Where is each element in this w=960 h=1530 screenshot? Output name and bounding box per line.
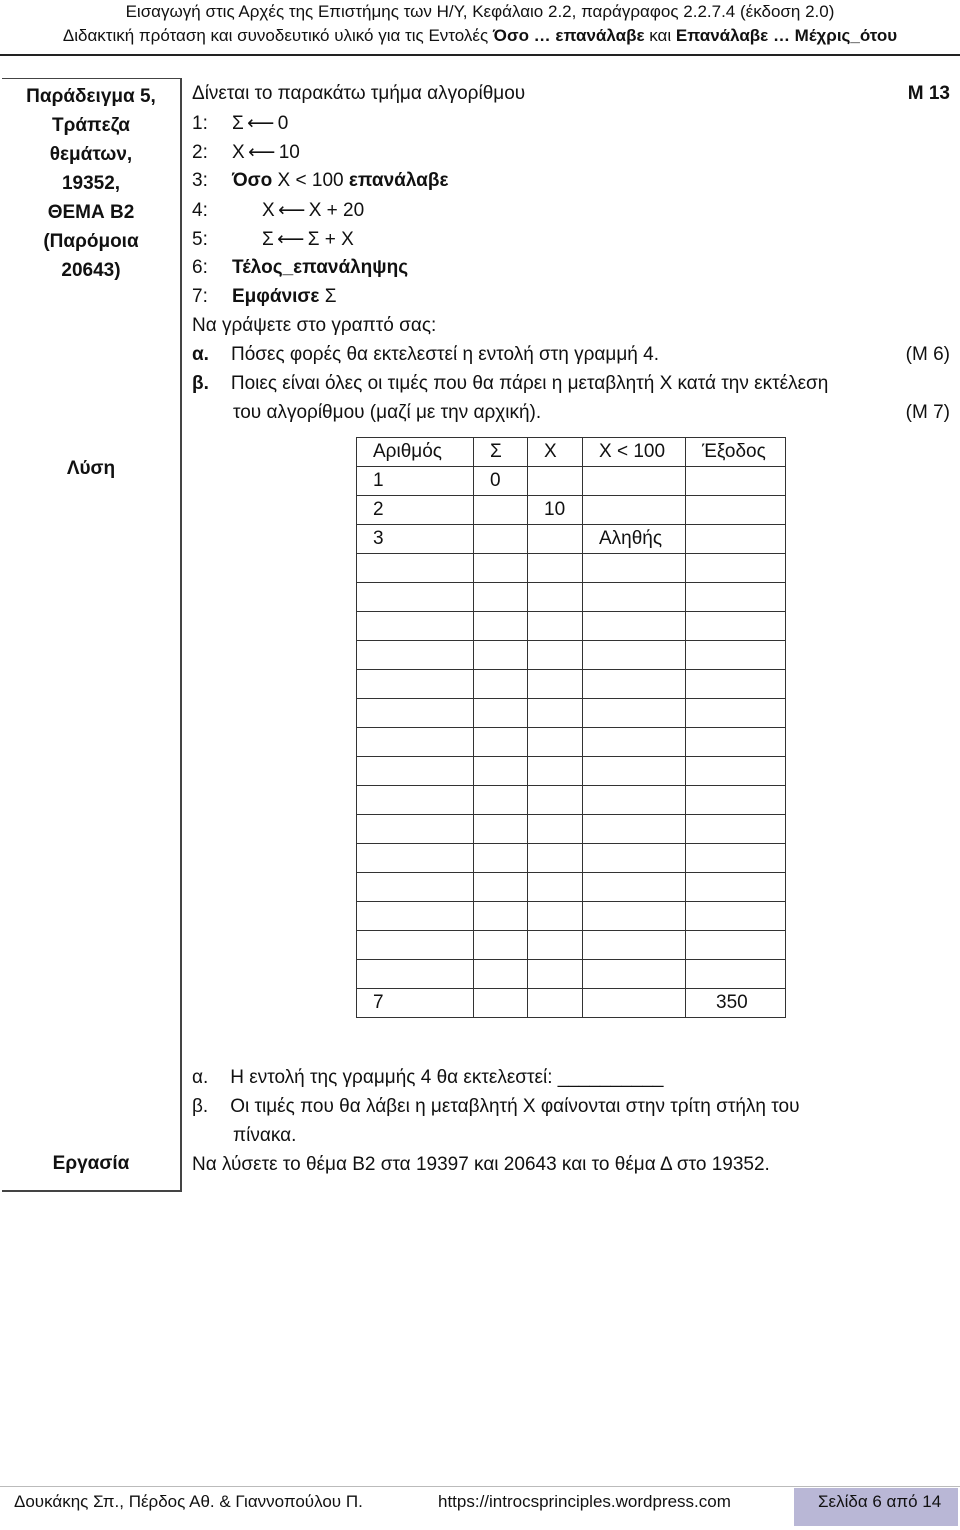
trace-row bbox=[357, 641, 786, 670]
trace-cell bbox=[357, 583, 474, 612]
trace-cell bbox=[583, 902, 686, 931]
trace-cell bbox=[686, 612, 786, 641]
trace-row bbox=[357, 786, 786, 815]
trace-row bbox=[357, 699, 786, 728]
question-b: β. Ποιες είναι όλες οι τιμές που θα πάρει η μεταβλητή X κατά την εκτέλεση bbox=[192, 373, 829, 394]
write-prompt: Να γράψετε στο γραπτό σας: bbox=[192, 315, 437, 336]
trace-cell bbox=[357, 931, 474, 960]
trace-cell bbox=[474, 612, 528, 641]
footer-authors: Δουκάκης Σπ., Πέρδος Αθ. & Γιαννοπούλου Π. bbox=[14, 1492, 363, 1511]
header-divider bbox=[0, 54, 960, 56]
trace-cell bbox=[583, 728, 686, 757]
algorithm-line: 6: Τέλος_επανάληψης bbox=[192, 257, 409, 278]
trace-cell bbox=[583, 815, 686, 844]
assign-arrow-icon: ⟵ bbox=[247, 113, 275, 134]
trace-row bbox=[357, 844, 786, 873]
trace-cell bbox=[357, 786, 474, 815]
trace-cell bbox=[686, 525, 786, 554]
trace-cell: 0 bbox=[474, 467, 528, 496]
trace-cell bbox=[357, 670, 474, 699]
trace-cell bbox=[474, 815, 528, 844]
trace-cell bbox=[686, 844, 786, 873]
column-divider bbox=[180, 78, 182, 1192]
trace-cell bbox=[474, 525, 528, 554]
trace-cell bbox=[474, 670, 528, 699]
trace-cell bbox=[583, 467, 686, 496]
trace-row bbox=[357, 583, 786, 612]
trace-cell bbox=[357, 844, 474, 873]
trace-cell bbox=[686, 467, 786, 496]
trace-cell bbox=[474, 989, 528, 1018]
document-header-title: Εισαγωγή στις Αρχές της Επιστήμης των Η/Υ, Κεφάλαιο 2.2, παράγραφος 2.2.7.4 (έκδοση 2.0) bbox=[125, 2, 835, 21]
trace-cell bbox=[528, 670, 583, 699]
trace-cell bbox=[474, 496, 528, 525]
problem-marks: Μ 13 bbox=[907, 83, 950, 104]
trace-cell bbox=[528, 728, 583, 757]
trace-cell bbox=[474, 873, 528, 902]
trace-cell bbox=[583, 757, 686, 786]
trace-cell bbox=[686, 873, 786, 902]
trace-header-cell: X bbox=[528, 438, 583, 467]
trace-cell: 7 bbox=[357, 989, 474, 1018]
trace-cell bbox=[528, 786, 583, 815]
footer-url[interactable]: https://introcsprinciples.wordpress.com bbox=[438, 1492, 731, 1511]
trace-cell bbox=[528, 989, 583, 1018]
question-a: α. Πόσες φορές θα εκτελεστεί η εντολή στη γραμμή 4. bbox=[192, 344, 659, 365]
trace-cell bbox=[528, 873, 583, 902]
trace-cell bbox=[357, 873, 474, 902]
trace-row bbox=[357, 931, 786, 960]
trace-cell bbox=[474, 902, 528, 931]
example-label-line: (Παρόμοια bbox=[43, 231, 139, 252]
trace-cell bbox=[686, 554, 786, 583]
trace-row bbox=[357, 757, 786, 786]
trace-cell bbox=[686, 583, 786, 612]
trace-cell bbox=[583, 699, 686, 728]
question-a-marks: (Μ 6) bbox=[905, 344, 950, 365]
trace-cell bbox=[583, 873, 686, 902]
answer-a: α. Η εντολή της γραμμής 4 θα εκτελεστεί: __________ bbox=[192, 1067, 664, 1088]
example-label-line: Παράδειγμα 5, bbox=[26, 86, 156, 107]
trace-row bbox=[357, 525, 786, 554]
trace-cell bbox=[474, 931, 528, 960]
trace-cell bbox=[474, 554, 528, 583]
trace-cell bbox=[528, 583, 583, 612]
task-text: Να λύσετε το θέμα Β2 στα 19397 και 20643 και το θέμα Δ στο 19352. bbox=[192, 1154, 770, 1175]
trace-row bbox=[357, 989, 786, 1018]
trace-cell bbox=[583, 496, 686, 525]
algorithm-line: 1: Σ ⟵ 0 bbox=[192, 113, 289, 134]
trace-row bbox=[357, 670, 786, 699]
document-header-subtitle: Διδακτική πρόταση και συνοδευτικό υλικό για τις Εντολές Όσο … επανάλαβε και Επανάλαβε … Μέχρις_ότου bbox=[62, 26, 898, 45]
trace-cell: 1 bbox=[357, 467, 474, 496]
trace-cell bbox=[474, 786, 528, 815]
trace-cell bbox=[686, 902, 786, 931]
trace-cell bbox=[583, 931, 686, 960]
trace-cell bbox=[686, 757, 786, 786]
task-label: Εργασία bbox=[52, 1153, 130, 1174]
trace-cell: 3 bbox=[357, 525, 474, 554]
trace-cell bbox=[686, 699, 786, 728]
trace-cell bbox=[474, 728, 528, 757]
trace-header-cell: Αριθμός bbox=[357, 438, 474, 467]
trace-cell bbox=[686, 960, 786, 989]
trace-cell bbox=[528, 699, 583, 728]
trace-row bbox=[357, 496, 786, 525]
trace-cell bbox=[357, 641, 474, 670]
example-label-line: ΘΕΜΑ Β2 bbox=[47, 202, 135, 223]
question-b-marks: (Μ 7) bbox=[905, 402, 950, 423]
trace-cell bbox=[583, 641, 686, 670]
trace-cell bbox=[528, 525, 583, 554]
assign-arrow-icon: ⟵ bbox=[278, 200, 306, 221]
trace-cell bbox=[686, 786, 786, 815]
trace-cell bbox=[686, 728, 786, 757]
footer-divider bbox=[0, 1486, 960, 1487]
trace-cell: 2 bbox=[357, 496, 474, 525]
trace-cell bbox=[357, 554, 474, 583]
trace-row bbox=[357, 467, 786, 496]
trace-cell: Αληθής bbox=[583, 525, 686, 554]
trace-cell bbox=[583, 989, 686, 1018]
example-label-line: 19352, bbox=[61, 173, 121, 194]
trace-cell bbox=[357, 902, 474, 931]
assign-arrow-icon: ⟵ bbox=[248, 142, 276, 163]
example-label bbox=[2, 82, 180, 285]
trace-cell bbox=[357, 728, 474, 757]
trace-cell: 350 bbox=[686, 989, 786, 1018]
left-column-top-border bbox=[2, 78, 180, 79]
trace-cell bbox=[357, 815, 474, 844]
trace-cell bbox=[583, 583, 686, 612]
algorithm-line: 2: X ⟵ 10 bbox=[192, 142, 300, 163]
trace-header-cell: Σ bbox=[474, 438, 528, 467]
trace-cell bbox=[686, 670, 786, 699]
trace-table-header-row bbox=[357, 438, 786, 467]
trace-header-cell: X < 100 bbox=[583, 438, 686, 467]
trace-cell bbox=[528, 641, 583, 670]
trace-cell: 10 bbox=[528, 496, 583, 525]
trace-cell bbox=[528, 815, 583, 844]
trace-row bbox=[357, 728, 786, 757]
trace-cell bbox=[528, 902, 583, 931]
algorithm-line: 3: Όσο X < 100 επανάλαβε bbox=[192, 170, 449, 191]
answer-b-continued: πίνακα. bbox=[233, 1125, 297, 1146]
trace-row bbox=[357, 873, 786, 902]
trace-cell bbox=[357, 612, 474, 641]
trace-cell bbox=[528, 467, 583, 496]
assign-arrow-icon: ⟵ bbox=[277, 229, 305, 250]
trace-row bbox=[357, 554, 786, 583]
trace-cell bbox=[686, 815, 786, 844]
trace-cell bbox=[474, 757, 528, 786]
trace-cell bbox=[528, 931, 583, 960]
trace-cell bbox=[474, 844, 528, 873]
trace-cell bbox=[528, 554, 583, 583]
trace-cell bbox=[357, 960, 474, 989]
trace-cell bbox=[528, 960, 583, 989]
trace-cell bbox=[528, 844, 583, 873]
trace-row bbox=[357, 902, 786, 931]
trace-cell bbox=[686, 641, 786, 670]
trace-cell bbox=[583, 960, 686, 989]
question-b-continued: του αλγορίθμου (μαζί με την αρχική). bbox=[233, 402, 542, 423]
problem-intro: Δίνεται το παρακάτω τμήμα αλγορίθμου bbox=[192, 83, 526, 104]
trace-cell bbox=[686, 931, 786, 960]
algorithm-line: 5: Σ ⟵ Σ + X bbox=[192, 229, 354, 250]
trace-cell bbox=[686, 496, 786, 525]
left-column-bottom-border bbox=[2, 1190, 180, 1192]
trace-cell bbox=[583, 670, 686, 699]
trace-cell bbox=[357, 757, 474, 786]
trace-cell bbox=[583, 554, 686, 583]
page-number: Σελίδα 6 από 14 bbox=[818, 1492, 942, 1511]
trace-row bbox=[357, 815, 786, 844]
trace-row bbox=[357, 612, 786, 641]
trace-cell bbox=[583, 612, 686, 641]
trace-cell bbox=[583, 844, 686, 873]
trace-header-cell: Έξοδος bbox=[686, 438, 786, 467]
example-label-line: θεμάτων, bbox=[49, 144, 133, 165]
trace-cell bbox=[528, 757, 583, 786]
trace-cell bbox=[528, 612, 583, 641]
answer-b: β. Οι τιμές που θα λάβει η μεταβλητή X φαίνονται στην τρίτη στήλη του bbox=[192, 1096, 800, 1117]
trace-row bbox=[357, 960, 786, 989]
trace-cell bbox=[357, 699, 474, 728]
example-label-line: Τράπεζα bbox=[52, 115, 130, 136]
solution-label: Λύση bbox=[66, 458, 116, 479]
trace-cell bbox=[474, 960, 528, 989]
example-label-line: 20643) bbox=[61, 260, 121, 281]
algorithm-line: 4: X ⟵ X + 20 bbox=[192, 200, 365, 221]
trace-table bbox=[356, 437, 786, 1018]
algorithm-line: 7: Εμφάνισε Σ bbox=[192, 286, 337, 307]
trace-cell bbox=[474, 641, 528, 670]
trace-cell bbox=[474, 699, 528, 728]
trace-cell bbox=[583, 786, 686, 815]
trace-cell bbox=[474, 583, 528, 612]
